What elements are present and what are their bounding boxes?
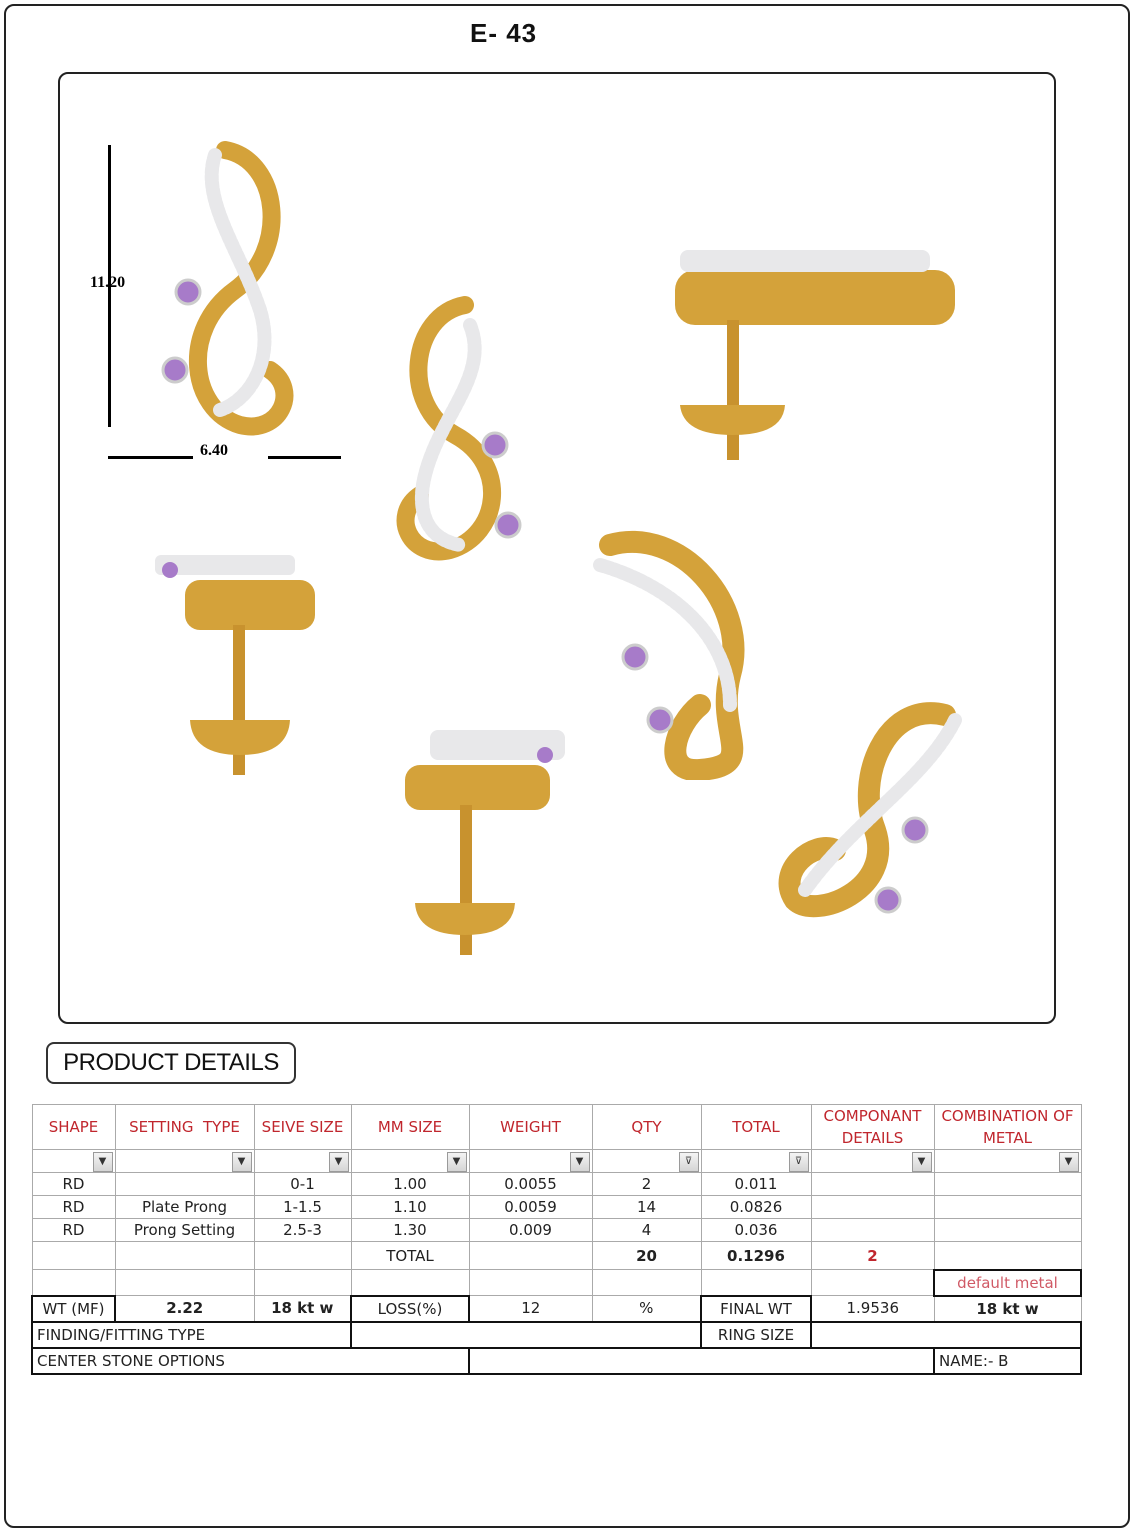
earring-side-view-left	[145, 545, 325, 780]
product-details-table	[31, 1104, 1082, 1375]
cell-componant	[811, 1219, 934, 1242]
cell-mm-size: 1.10	[351, 1196, 469, 1219]
table-row	[32, 1196, 1081, 1219]
earring-angled-view-2	[775, 700, 985, 955]
cell-metal	[934, 1196, 1081, 1219]
loss-label: LOSS(%)	[351, 1296, 469, 1322]
wt-mf-label: WT (MF)	[32, 1296, 115, 1322]
cell-total: 0.036	[701, 1219, 811, 1242]
cell-setting-type: Prong Setting	[115, 1219, 254, 1242]
ring-size-label: RING SIZE	[701, 1322, 811, 1348]
header-setting-type: SETTING TYPE	[115, 1105, 254, 1150]
metal-type: 18 kt w	[254, 1296, 351, 1322]
name-label: NAME:- B	[934, 1348, 1081, 1374]
cell-total: 0.011	[701, 1173, 811, 1196]
cell-seive-size: 2.5-3	[254, 1219, 351, 1242]
final-wt-value: 1.9536	[811, 1296, 934, 1322]
default-metal-row	[32, 1270, 1081, 1296]
filter-active-total-icon[interactable]: ⊽	[789, 1152, 809, 1172]
header-combination-of-metal: COMBINATION OF METAL	[934, 1105, 1081, 1150]
width-dimension-label: 6.40	[200, 442, 228, 459]
earring-side-view-front	[400, 725, 570, 960]
width-dimension-line-left	[108, 456, 193, 459]
total-componant: 2	[811, 1242, 934, 1270]
filter-dropdown-seive-size[interactable]: ▼	[329, 1152, 349, 1172]
loss-value: 12	[469, 1296, 592, 1322]
final-metal-type: 18 kt w	[934, 1296, 1081, 1322]
center-stone-row	[32, 1348, 1081, 1374]
default-metal-label: default metal	[934, 1270, 1081, 1296]
final-wt-label: FINAL WT	[701, 1296, 811, 1322]
filter-row	[32, 1150, 1081, 1173]
finding-fitting-type-label: FINDING/FITTING TYPE	[32, 1322, 351, 1348]
loss-percent-sign: %	[592, 1296, 701, 1322]
cell-weight: 0.0055	[469, 1173, 592, 1196]
center-stone-options-value	[469, 1348, 934, 1374]
cell-total: 0.0826	[701, 1196, 811, 1219]
filter-active-qty-icon[interactable]: ⊽	[679, 1152, 699, 1172]
table-header-row	[32, 1105, 1081, 1150]
table-row	[32, 1219, 1081, 1242]
cell-shape: RD	[32, 1173, 115, 1196]
finding-row	[32, 1322, 1081, 1348]
header-componant-details: COMPONANT DETAILS	[811, 1105, 934, 1150]
cell-mm-size: 1.30	[351, 1219, 469, 1242]
cell-seive-size: 0-1	[254, 1173, 351, 1196]
header-seive-size: SEIVE SIZE	[254, 1105, 351, 1150]
cell-weight: 0.009	[469, 1219, 592, 1242]
center-stone-options-label: CENTER STONE OPTIONS	[32, 1348, 469, 1374]
total-weight: 0.1296	[701, 1242, 811, 1270]
ring-size-value	[811, 1322, 1081, 1348]
header-mm-size: MM SIZE	[351, 1105, 469, 1150]
weight-row	[32, 1296, 1081, 1322]
product-details-heading: PRODUCT DETAILS	[46, 1042, 296, 1084]
cell-setting-type	[115, 1173, 254, 1196]
height-dimension-label: 11.20	[90, 274, 126, 291]
total-label: TOTAL	[351, 1242, 469, 1270]
wt-mf-value: 2.22	[115, 1296, 254, 1322]
filter-dropdown-mm-size[interactable]: ▼	[447, 1152, 467, 1172]
table-row	[32, 1173, 1081, 1196]
cell-qty: 4	[592, 1219, 701, 1242]
cell-shape: RD	[32, 1196, 115, 1219]
filter-dropdown-setting-type[interactable]: ▼	[232, 1152, 252, 1172]
header-weight: WEIGHT	[469, 1105, 592, 1150]
earring-front-dimensioned-view	[140, 140, 310, 440]
filter-dropdown-weight[interactable]: ▼	[570, 1152, 590, 1172]
page-title: E- 43	[470, 18, 538, 48]
total-row	[32, 1242, 1081, 1270]
total-qty: 20	[592, 1242, 701, 1270]
earring-top-side-view	[665, 230, 965, 465]
width-dimension-line-right	[268, 456, 341, 459]
cell-mm-size: 1.00	[351, 1173, 469, 1196]
cell-weight: 0.0059	[469, 1196, 592, 1219]
header-qty: QTY	[592, 1105, 701, 1150]
cell-componant	[811, 1173, 934, 1196]
finding-fitting-type-value	[351, 1322, 701, 1348]
cell-qty: 14	[592, 1196, 701, 1219]
header-total: TOTAL	[701, 1105, 811, 1150]
filter-dropdown-metal[interactable]: ▼	[1059, 1152, 1079, 1172]
cell-shape: RD	[32, 1219, 115, 1242]
filter-dropdown-shape[interactable]: ▼	[93, 1152, 113, 1172]
cell-seive-size: 1-1.5	[254, 1196, 351, 1219]
cell-setting-type: Plate Prong	[115, 1196, 254, 1219]
header-shape: SHAPE	[32, 1105, 115, 1150]
cell-metal	[934, 1219, 1081, 1242]
cell-qty: 2	[592, 1173, 701, 1196]
earring-angled-view-1	[580, 525, 790, 780]
filter-dropdown-componant[interactable]: ▼	[912, 1152, 932, 1172]
cell-componant	[811, 1196, 934, 1219]
earring-front-view	[380, 295, 540, 565]
cell-metal	[934, 1173, 1081, 1196]
